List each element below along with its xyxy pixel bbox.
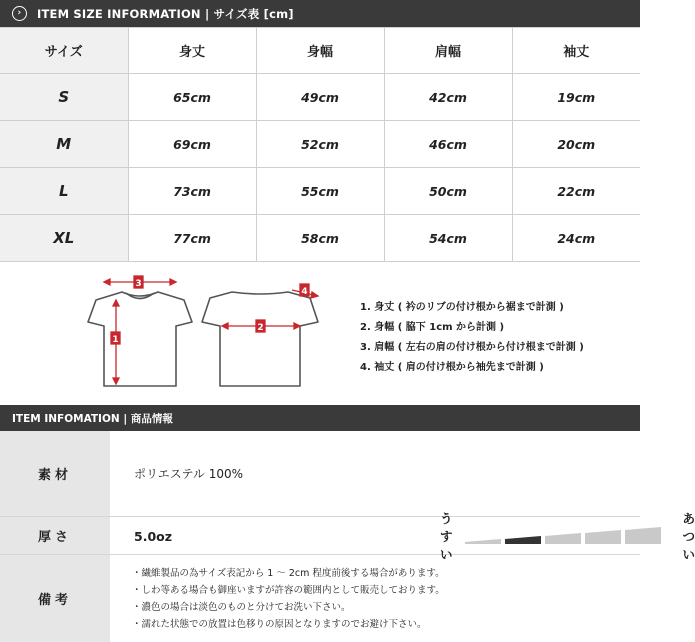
thickness-step [465,539,501,544]
info-section-header [0,405,640,431]
material-value: ポリエステル 100% [134,467,244,481]
info-section-title: ITEM INFOMATION | 商品情報 [12,412,173,425]
thickness-step [625,527,661,544]
info-table [0,431,695,642]
value-cell: 69cm [128,121,256,168]
thick-label: あつい [682,511,695,562]
thickness-bars [465,526,665,546]
value-cell: 65cm [128,74,256,121]
value-cell: 22cm [512,168,640,215]
table-row [0,121,640,168]
thickness-step [585,530,621,544]
thickness-step [545,533,581,544]
size-section-header [0,0,640,27]
thickness-scale [440,511,695,562]
measurement-legend [360,298,584,378]
table-row [0,74,640,121]
col-header-size: サイズ [0,28,128,74]
size-table-header-row [0,28,640,74]
size-cell: S [0,74,128,121]
value-cell: 24cm [512,215,640,262]
note-item: ・濃色の場合は淡色のものと分けてお洗い下さい。 [132,602,351,613]
value-cell: 19cm [512,74,640,121]
info-row-thickness [0,511,695,562]
chevron-right-icon: › [12,6,27,21]
value-cell: 50cm [384,168,512,215]
size-section-title: ITEM SIZE INFORMATION | サイズ表 [cm] [37,6,294,21]
info-row-notes [0,555,640,642]
marker-1-label: 1 [112,335,119,345]
value-cell: 46cm [384,121,512,168]
notes-label: 備考 [0,555,110,642]
col-header-width: 身幅 [256,28,384,74]
note-item: ・繊維製品の為サイズ表記から 1 ～ 2cm 程度前後する場合があります。 [132,568,445,579]
material-label: 素材 [0,431,110,516]
note-item: ・しわ等ある場合も御座いますが許容の範囲内として販売しております。 [132,585,445,596]
col-header-length: 身丈 [128,28,256,74]
value-cell: 73cm [128,168,256,215]
col-header-sleeve: 袖丈 [512,28,640,74]
table-row [0,168,640,215]
size-cell: L [0,168,128,215]
marker-2-label: 2 [257,323,264,333]
info-row-material [0,431,640,517]
legend-item: 3. 肩幅 ( 左右の肩の付け根から付け根まで計測 ) [360,342,584,353]
legend-item: 1. 身丈 ( 衿のリブの付け根から裾まで計測 ) [360,302,564,313]
value-cell: 77cm [128,215,256,262]
value-cell: 52cm [256,121,384,168]
legend-item: 4. 袖丈 ( 肩の付け根から袖先まで計測 ) [360,362,544,373]
legend-item: 2. 身幅 ( 脇下 1cm から計測 ) [360,322,505,333]
tshirt-diagrams [0,262,340,405]
col-header-shoulder: 肩幅 [384,28,512,74]
value-cell: 49cm [256,74,384,121]
note-item: ・濡れた状態での放置は色移りの原因となりますのでお避け下さい。 [132,619,427,630]
marker-3-label: 3 [135,279,142,289]
tshirt-back-icon [202,292,318,386]
thickness-label: 厚さ [0,517,110,554]
value-cell: 55cm [256,168,384,215]
size-cell: XL [0,215,128,262]
thickness-step [505,536,541,544]
thin-label: うすい [440,511,453,562]
value-cell: 42cm [384,74,512,121]
size-table [0,27,640,262]
table-row [0,215,640,262]
size-cell: M [0,121,128,168]
value-cell: 20cm [512,121,640,168]
thickness-value: 5.0oz [134,528,173,544]
marker-4-label: 4 [301,287,308,297]
measurement-illustration [0,262,640,405]
tshirt-front-icon [88,292,192,386]
value-cell: 54cm [384,215,512,262]
notes-list [110,555,640,642]
value-cell: 58cm [256,215,384,262]
